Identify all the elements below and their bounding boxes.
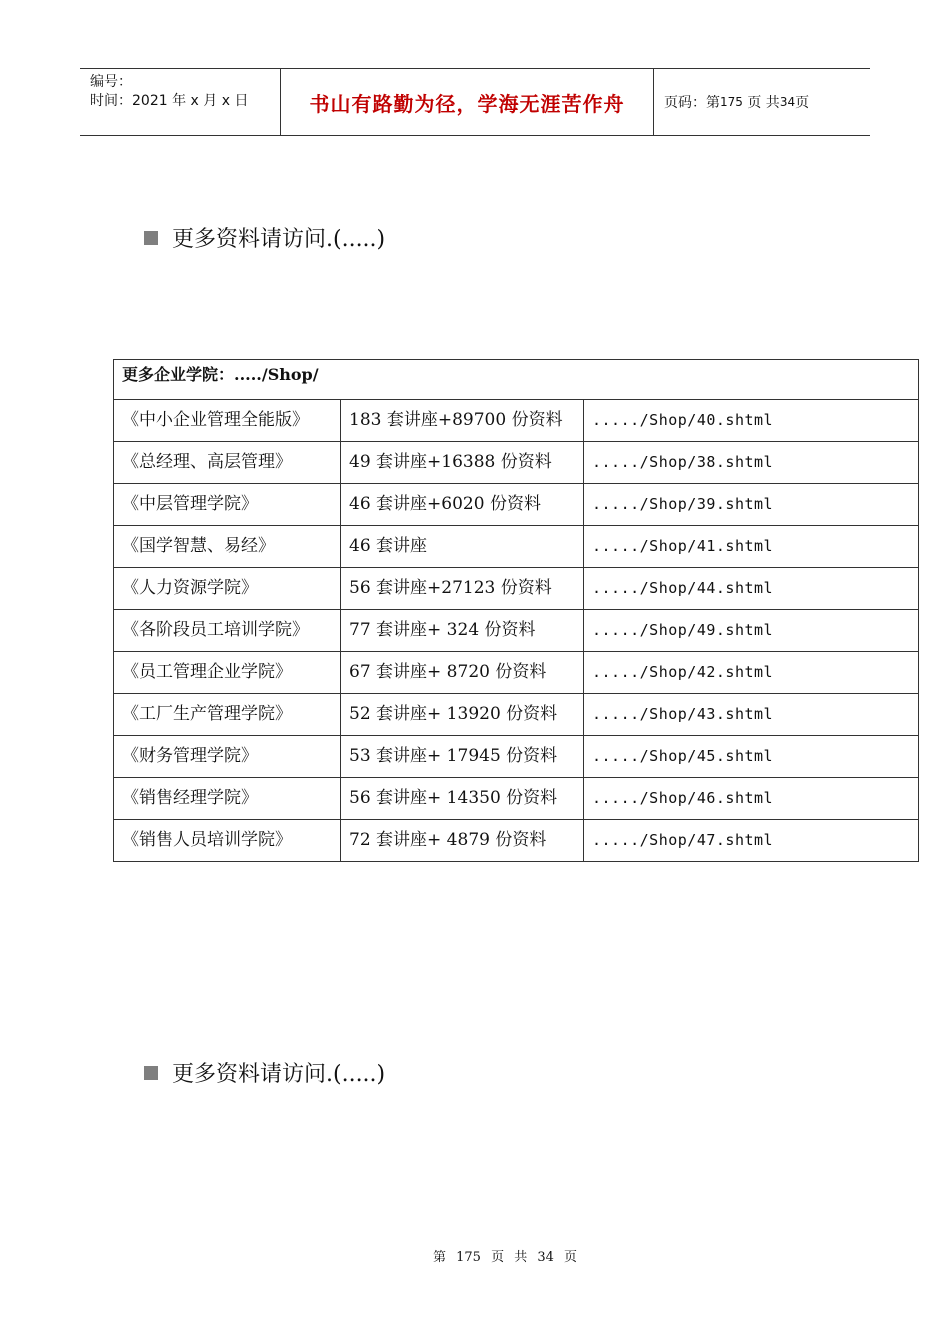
footer-prefix: 第 [432,1250,446,1265]
footer-mid: 页 共 [491,1250,528,1265]
table-row [114,484,919,526]
course-url[interactable]: ...../Shop/40.shtml [584,400,919,442]
course-description: 56 套讲座+27123 份资料 [341,568,584,610]
time-label: 时间：2021 年 x 月 x 日 [90,93,249,109]
visit-text: 更多资料请访问.(.....) [172,1062,386,1087]
table-title: 更多企业学院：...../Shop/ [114,360,919,400]
course-description: 46 套讲座 [341,526,584,568]
table-row [114,820,919,862]
visit-line-top [144,222,385,253]
course-name: 《国学智慧、易经》 [114,526,341,568]
footer-total: 34 [537,1250,554,1265]
course-description: 67 套讲座+ 8720 份资料 [341,652,584,694]
course-url[interactable]: ...../Shop/49.shtml [584,610,919,652]
course-name: 《销售人员培训学院》 [114,820,341,862]
square-bullet-icon [144,231,158,245]
course-name: 《工厂生产管理学院》 [114,694,341,736]
visit-line-bottom [144,1057,385,1088]
course-url[interactable]: ...../Shop/38.shtml [584,442,919,484]
page-header [80,68,870,136]
square-bullet-icon [144,1066,158,1080]
table-row [114,694,919,736]
course-name: 《人力资源学院》 [114,568,341,610]
course-url[interactable]: ...../Shop/42.shtml [584,652,919,694]
code-label: 编号： [90,74,132,90]
page-total: 34 [779,95,796,109]
course-name: 《中小企业管理全能版》 [114,400,341,442]
page-suffix: 页 [795,95,810,111]
table-row [114,526,919,568]
course-description: 72 套讲座+ 4879 份资料 [341,820,584,862]
header-motto: 书山有路勤为径，学海无涯苦作舟 [281,69,654,135]
course-url[interactable]: ...../Shop/45.shtml [584,736,919,778]
course-name: 《总经理、高层管理》 [114,442,341,484]
course-name: 《员工管理企业学院》 [114,652,341,694]
course-url[interactable]: ...../Shop/43.shtml [584,694,919,736]
course-description: 46 套讲座+6020 份资料 [341,484,584,526]
course-url[interactable]: ...../Shop/47.shtml [584,820,919,862]
course-url[interactable]: ...../Shop/41.shtml [584,526,919,568]
page-number: 175 [720,95,743,109]
header-page-info [654,69,870,135]
footer-suffix: 页 [564,1250,578,1265]
table-row [114,442,919,484]
page-mid: 页 共 [747,95,780,111]
course-description: 53 套讲座+ 17945 份资料 [341,736,584,778]
course-name: 《各阶段员工培训学院》 [114,610,341,652]
course-description: 52 套讲座+ 13920 份资料 [341,694,584,736]
page-prefix: 页码：第 [664,95,720,111]
course-name: 《销售经理学院》 [114,778,341,820]
table-row [114,736,919,778]
header-meta [80,69,281,135]
course-description: 56 套讲座+ 14350 份资料 [341,778,584,820]
course-name: 《中层管理学院》 [114,484,341,526]
course-description: 77 套讲座+ 324 份资料 [341,610,584,652]
table-row [114,400,919,442]
course-description: 49 套讲座+16388 份资料 [341,442,584,484]
course-url[interactable]: ...../Shop/39.shtml [584,484,919,526]
table-row [114,568,919,610]
table-row [114,778,919,820]
footer-page-number: 175 [456,1250,481,1265]
course-table [113,359,919,862]
visit-text: 更多资料请访问.(.....) [172,227,386,252]
table-row [114,610,919,652]
table-row [114,652,919,694]
course-url[interactable]: ...../Shop/44.shtml [584,568,919,610]
course-name: 《财务管理学院》 [114,736,341,778]
course-description: 183 套讲座+89700 份资料 [341,400,584,442]
course-url[interactable]: ...../Shop/46.shtml [584,778,919,820]
page-footer [0,1246,950,1265]
